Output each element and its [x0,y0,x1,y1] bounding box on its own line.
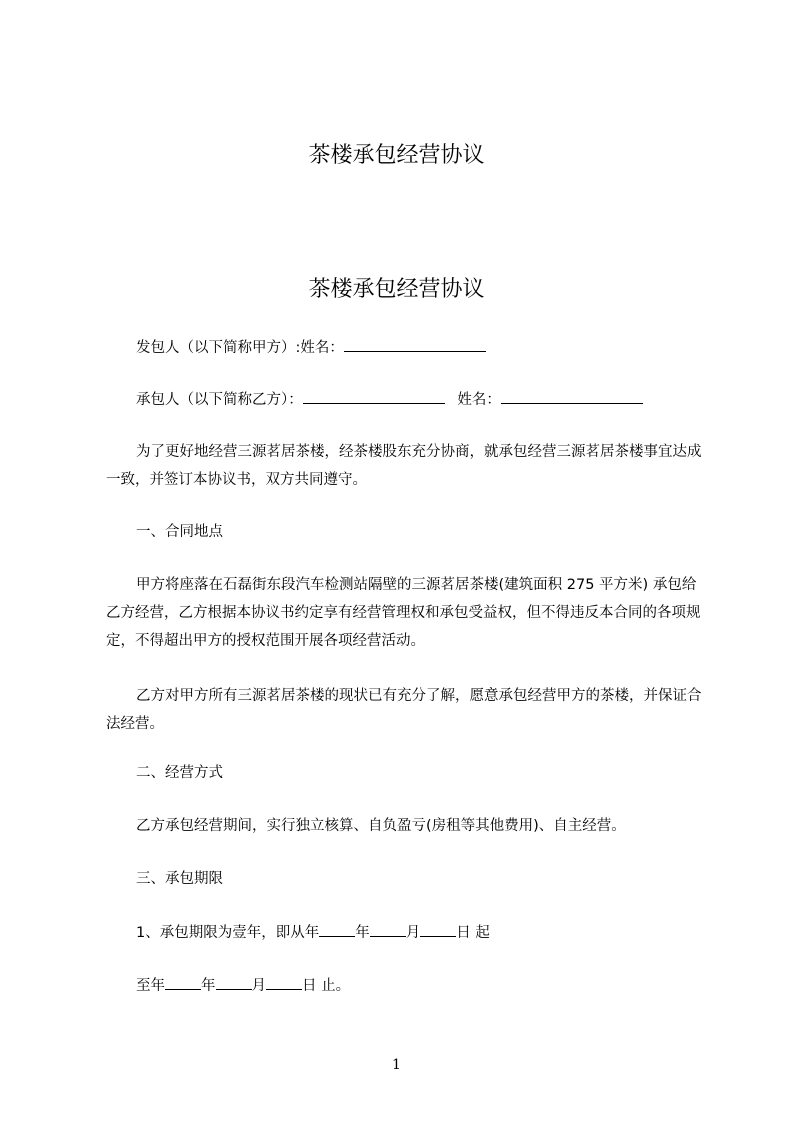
start-day-blank [420,922,456,937]
section2-paragraph-1: 乙方承包经营期间，实行独立核算、自负盈亏(房租等其他费用)、自主经营。 [136,818,626,834]
party-a-line [136,337,702,358]
end-year-label: 年 [201,978,216,994]
start-month-label: 月 [405,925,421,941]
term-prefix: 1、承包期限为壹年，即从年 [136,925,320,941]
end-month-label: 月 [251,978,266,994]
cover-title: 茶楼承包经营协议 [308,143,485,168]
term-end-line [136,975,702,996]
start-year-label: 年 [355,925,370,941]
document-title: 茶楼承包经营协议 [308,277,485,302]
party-b-name-label: 姓名： [457,392,501,408]
section2-heading: 二、经营方式 [136,765,223,781]
section1-paragraph-1: 甲方将座落在石磊街东段汽车检测站隔壁的三源茗居茶楼(建筑面积 275 平方米) 承包给乙方经营，乙方根据本协议书约定享有经营管理权和承包受益权，但不得违反本合同的各项规定，不得超出甲方的授权范围开展各项经营活动。 [106,577,701,649]
party-b-blank [303,389,445,404]
party-b-name-blank [501,389,643,404]
party-a-label: 发包人（以下简称甲方）:姓名： [136,340,344,356]
end-month-blank [216,975,252,990]
end-year-blank [165,975,201,990]
section1-heading: 一、合同地点 [136,524,223,540]
section1-paragraph-2: 乙方对甲方所有三源茗居茶楼的现状已有充分了解，愿意承包经营甲方的茶楼，并保证合法经营。 [106,688,702,732]
intro-paragraph: 为了更好地经营三源茗居茶楼，经茶楼股东充分协商，就承包经营三源茗居茶楼事宜达成一致，并签订本协议书，双方共同遵守。 [106,444,702,488]
section3-heading: 三、承包期限 [136,871,223,887]
start-day-label: 日 起 [456,925,490,941]
end-day-blank [266,975,302,990]
end-prefix: 至年 [136,978,165,994]
term-start-line [136,922,702,943]
party-b-line [136,389,702,410]
party-b-label: 承包人（以下简称乙方）： [136,392,303,408]
party-a-name-blank [344,337,486,352]
start-year-blank [319,922,355,937]
page-number: 1 [392,1057,401,1073]
end-day-label: 日 止。 [302,978,351,994]
start-month-blank [370,922,406,937]
